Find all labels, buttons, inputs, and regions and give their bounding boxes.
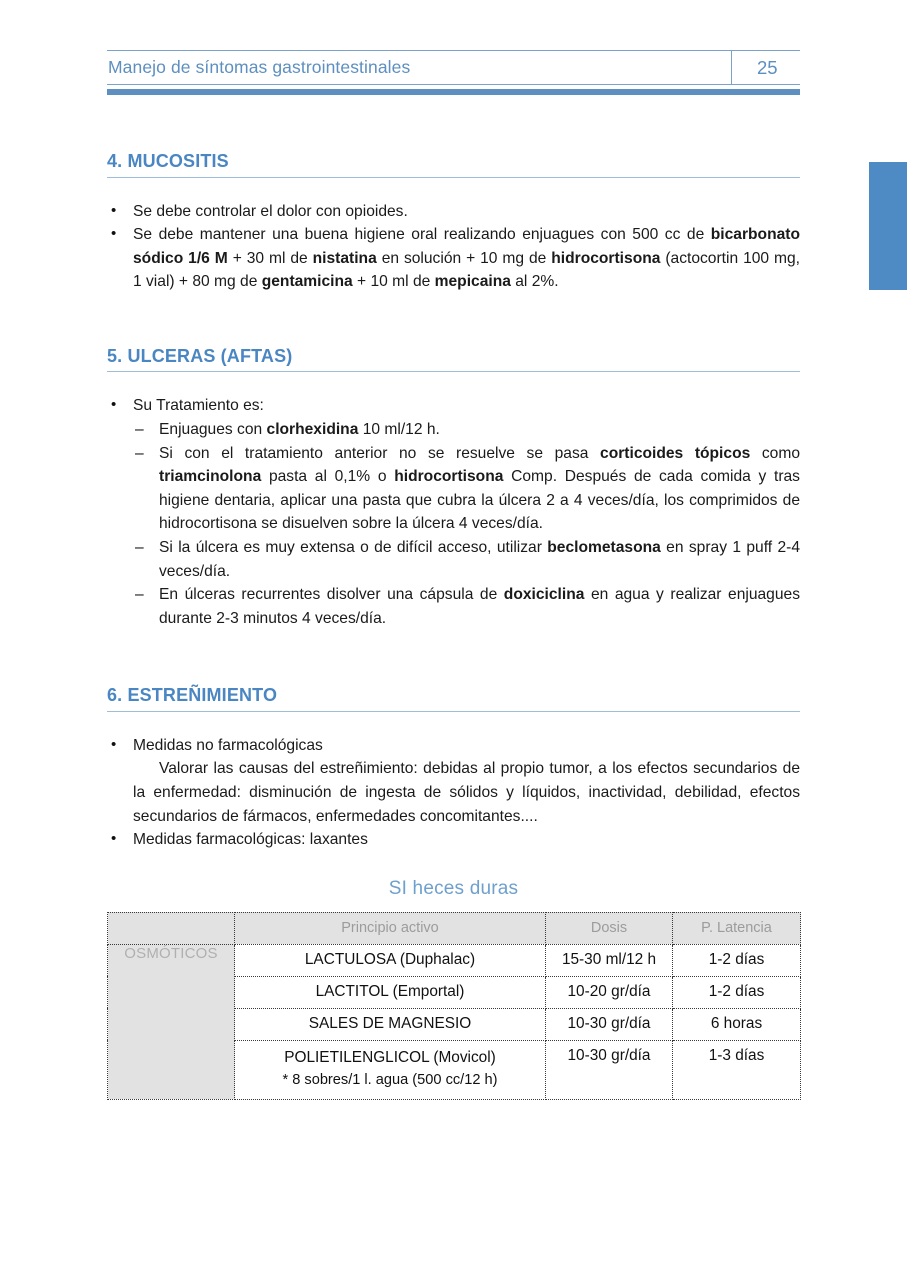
- running-header: [107, 50, 800, 95]
- bullet-text: Su Tratamiento es:: [133, 397, 264, 415]
- estrenimiento-bullet-list: [107, 734, 800, 758]
- list-item: [107, 223, 800, 294]
- section-heading-estrenimiento: 6. ESTREÑIMIENTO: [107, 684, 800, 712]
- section-heading-mucositis: 4. MUCOSITIS: [107, 150, 800, 178]
- section-heading-ulceras: 5. ULCERAS (AFTAS): [107, 345, 800, 373]
- ulceras-sub-list: [107, 418, 800, 630]
- list-item: [133, 418, 800, 442]
- sub-text-rich: Si con el tratamiento anterior no se resuelve se pasa corticoides tópicos como triamcinolona pasta al 0,1% o hidrocortisona Comp. Después de cada comida y tras higiene dentaria, aplicar una pasta que cubra la úlcera 2 a 4 veces/día, los comprimidos de hidrocortisona se disuelven sobre la úlcera 4 veces/día.: [159, 444, 800, 533]
- cell-principio-main: POLIETILENGLICOL (Movicol): [284, 1048, 496, 1066]
- column-header-latencia: P. Latencia: [673, 912, 801, 944]
- sub-text-rich: Si la úlcera es muy extensa o de difícil acceso, utilizar beclometasona en spray 1 puff 2-4 veces/día.: [159, 538, 801, 580]
- list-item: [107, 828, 800, 852]
- list-item: [133, 442, 800, 536]
- header-thin-rule: [107, 84, 800, 85]
- header-title: Manejo de síntomas gastrointestinales: [108, 57, 411, 77]
- estrenimiento-paragraph: Valorar las causas del estreñimiento: debidas al propio tumor, a los efectos secundarios de la enfermedad: disminución de ingesta de sólidos y líquidos, inactividad, debilidad, efectos secundarios de fármacos, enfermedades concomitantes....: [133, 760, 800, 825]
- cell-principio: SALES DE MAGNESIO: [235, 1008, 546, 1040]
- table-head: [108, 912, 801, 944]
- cell-dosis: 10-30 gr/día: [546, 1040, 673, 1099]
- page-content: [107, 150, 800, 1100]
- table-body: [108, 944, 801, 1099]
- cell-principio-note: * 8 sobres/1 l. agua (500 cc/12 h): [282, 1071, 498, 1088]
- cell-latencia: 1-3 días: [673, 1040, 801, 1099]
- sub-text-rich: En úlceras recurrentes disolver una cápsula de doxiciclina en agua y realizar enjuagues durante 2-3 minutos 4 veces/día.: [159, 586, 801, 627]
- cell-dosis: 10-20 gr/día: [546, 976, 673, 1008]
- bullet-text: Medidas no farmacológicas: [133, 736, 323, 754]
- cell-latencia: 1-2 días: [673, 944, 801, 976]
- estrenimiento-bullet-list-2: [107, 828, 800, 852]
- header-divider: [731, 51, 732, 84]
- column-header-blank: [108, 912, 235, 944]
- cell-dosis: 15-30 ml/12 h: [546, 944, 673, 976]
- laxantes-table: [107, 912, 801, 1100]
- column-header-dosis: Dosis: [546, 912, 673, 944]
- table-header-row: [108, 912, 801, 944]
- list-item: [107, 734, 800, 758]
- cell-principio: LACTULOSA (Duphalac): [235, 944, 546, 976]
- header-thick-rule: [107, 89, 800, 95]
- table-row: [108, 944, 801, 976]
- cell-principio: [235, 1040, 546, 1099]
- bullet-text: Se debe controlar el dolor con opioides.: [133, 202, 408, 220]
- list-item: [107, 200, 800, 224]
- list-item: [107, 394, 800, 418]
- header-row: [107, 51, 800, 84]
- cell-principio: LACTITOL (Emportal): [235, 976, 546, 1008]
- chapter-edge-tab: [869, 162, 907, 290]
- bullet-text: Medidas farmacológicas: laxantes: [133, 831, 368, 849]
- category-cell: OSMÓTICOS: [108, 944, 235, 1099]
- table-title: SI heces duras: [388, 877, 519, 899]
- cell-dosis: 10-30 gr/día: [546, 1008, 673, 1040]
- mucositis-bullet-list: [107, 200, 800, 294]
- cell-latencia: 1-2 días: [673, 976, 801, 1008]
- bullet-text-rich: Se debe mantener una buena higiene oral realizando enjuagues con 500 cc de bicarbonato sódico 1/6 M + 30 ml de nistatina en solución + 10 mg de hidrocortisona (actocortin 100 mg, 1 vial) + 80 mg de gentamicina + 10 ml de mepicaina al 2%.: [133, 226, 801, 291]
- ulceras-bullet-list: [107, 394, 800, 418]
- sub-text-rich: Enjuagues con clorhexidina 10 ml/12 h.: [159, 420, 440, 438]
- cell-latencia: 6 horas: [673, 1008, 801, 1040]
- page-number: 25: [757, 56, 778, 78]
- column-header-principio: Principio activo: [235, 912, 546, 944]
- list-item: [133, 583, 800, 630]
- list-item: [133, 536, 800, 583]
